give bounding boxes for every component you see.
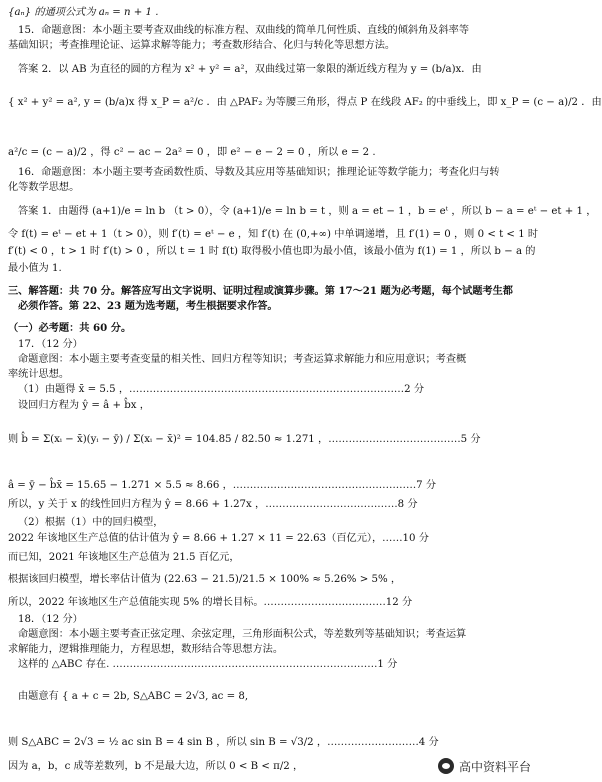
text-line: 设回归方程为 ŷ = â + b̂x ， <box>18 400 150 411</box>
text-line: 所以，y 关于 x 的线性回归方程为 ŷ = 8.66 + 1.27x ，…………………………………8 分 <box>8 499 418 510</box>
text-line: 这样的 △ABC 存在. ……………………………………………………………………1 分 <box>18 659 398 670</box>
text-line: 求解能力，逻辑推理能力，方程思想，数形结合等思想方法。 <box>8 644 284 655</box>
text-line: 命题意图：本小题主要考查正弦定理、余弦定理，三角形面积公式，等差数列等基础知识；考查运算 <box>18 629 467 640</box>
text-line: 答案 2．以 AB 为直径的圆的方程为 x² + y² = a²，双曲线过第一象限的渐近线方程为 y = (b/a)x．由 <box>18 64 482 75</box>
text-line: 最小值为 1. <box>8 263 62 274</box>
text-line: 则 S△ABC = 2√3 = ½ ac sin B = 4 sin B ，所以 sin B = √3/2 ，………………………4 分 <box>8 737 439 748</box>
text-line: 必须作答。第 22、23 题为选考题，考生根据要求作答。 <box>18 300 278 312</box>
text-line: 命题意图：本小题主要考查变量的相关性、回归方程等知识；考查运算求解能力和应用意识；考查概 <box>18 354 467 365</box>
text-line: （2）根据（1）中的回归模型， <box>18 517 164 528</box>
text-line: { x² + y² = a², y = (b/a)x 得 x_P = a²/c ．由 △PAF₂ 为等腰三角形，得点 P 在线段 AF₂ 的中垂线上，即 x_P = (c − a)/2 ．由 <box>8 97 602 108</box>
text-line: 答案 1．由题得 (a+1)/e = ln b （t > 0），令 (a+1)/e = ln b = t ，则 a = et − 1 ，b = eᵗ ，所以 b − a = eᵗ − et + 1 ， <box>18 206 597 217</box>
text-line: 令 f(t) = eᵗ − et + 1（t > 0），则 f′(t) = eᵗ − e ，知 f′(t) 在 (0,+∞) 中单调递增，且 f′(1) = 0 ，则 0 < t < 1 时 <box>8 229 539 240</box>
text-line: 所以，2022 年该地区生产总值能实现 5% 的增长目标。………………………………12 分 <box>8 597 413 608</box>
text-line: 因为 a，b，c 成等差数列，b 不是最大边，所以 0 < B < π/2 ， <box>8 761 304 772</box>
text-line: 根据该回归模型，增长率估计值为 (22.63 − 21.5)/21.5 × 100% ≈ 5.26% > 5% ， <box>8 574 402 585</box>
text-line: f′(t) < 0 ，t > 1 时 f′(t) > 0 ，所以 t = 1 时 f(t) 取得极小值也即为最小值，该最小值为 f(1) = 1 ，所以 b − a 的 <box>8 246 536 257</box>
text-line: 率统计思想。 <box>8 369 70 380</box>
text-line: 15．命题意图：本小题主要考查双曲线的标准方程、双曲线的简单几何性质、直线的倾斜角及斜率等 <box>18 25 470 36</box>
text-line: 基础知识；考查推理论证、运算求解等能力；考查数形结合、化归与转化等思想方法。 <box>8 40 396 51</box>
text-line: 则 b̂ = Σ(xᵢ − x̄)(yᵢ − ȳ) / Σ(xᵢ − x̄)² = 104.85 / 82.50 ≈ 1.271 ，…………………………………5 分 <box>8 434 481 445</box>
text-line: （1）由题得 x̄ = 5.5 ，………………………………………………………………………2 分 <box>18 384 425 395</box>
text-line: 由题意有 { a + c = 2b, S△ABC = 2√3, ac = 8, <box>18 691 249 702</box>
text-line: 三、解答题：共 70 分。解答应写出文字说明、证明过程或演算步骤。第 17～21 题为必考题，每个试题考生都 <box>8 285 513 297</box>
text-line: 化等数学思想。 <box>8 182 80 193</box>
text-line: a²/c = (c − a)/2 ，得 c² − ac − 2a² = 0 ，即 e² − e − 2 = 0 ，所以 e = 2 . <box>8 147 376 158</box>
text-line: 2022 年该地区生产总值的估计值为 ŷ = 8.66 + 1.27 × 11 = 22.63（百亿元），……10 分 <box>8 533 429 544</box>
watermark <box>438 756 531 776</box>
text-line: 18．（12 分） <box>18 614 83 625</box>
text-line: 16．命题意图：本小题主要考查函数性质、导数及其应用等基础知识；推理论证等数学能力；考查化归与转 <box>18 167 500 178</box>
text-line: 而已知，2021 年该地区生产总值为 21.5 百亿元， <box>8 552 240 563</box>
watermark-label: 高中资料平台 <box>458 759 531 774</box>
text-line: （一）必考题：共 60 分。 <box>8 322 132 334</box>
wechat-logo-icon <box>438 758 454 774</box>
text-line: {aₙ} 的通项公式为 aₙ = n + 1 . <box>8 7 159 18</box>
text-line: â = ȳ − b̂x̄ = 15.65 − 1.271 × 5.5 ≈ 8.66 ，………………………………………………7 分 <box>8 480 437 491</box>
text-line: 17．（12 分） <box>18 339 83 350</box>
